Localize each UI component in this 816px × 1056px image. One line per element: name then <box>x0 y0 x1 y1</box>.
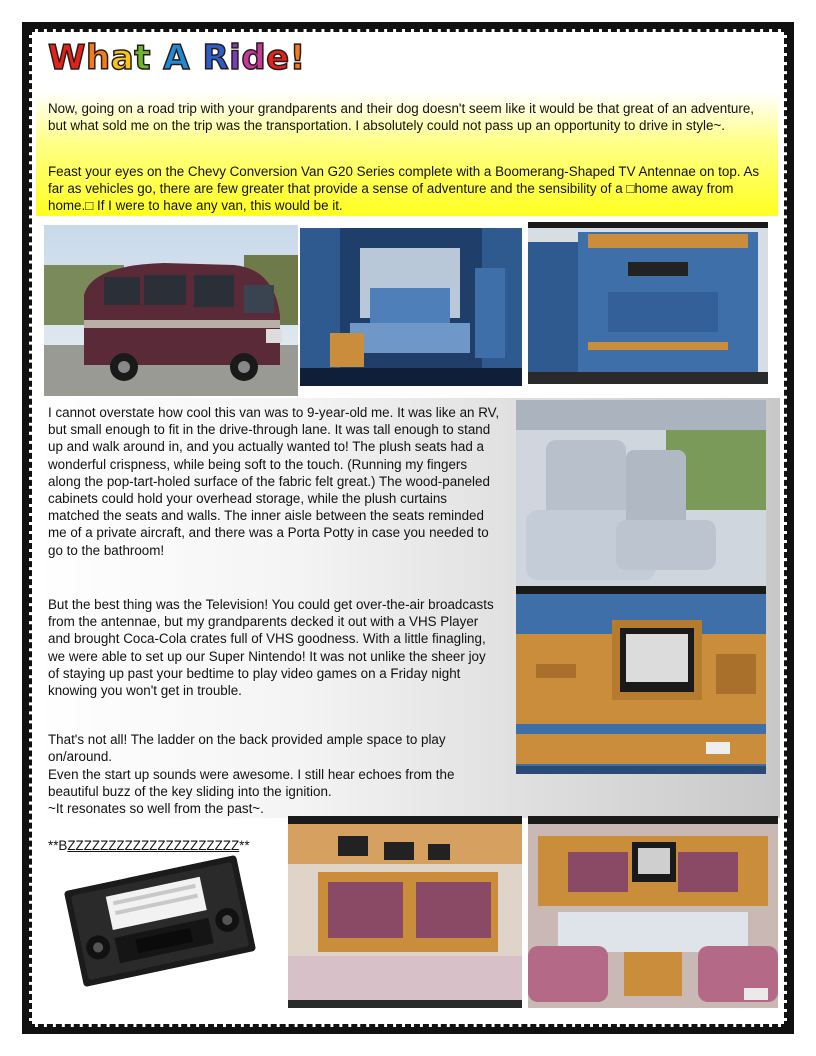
captain-seats-photo <box>516 400 766 594</box>
intro-paragraph-2: Feast your eyes on the Chevy Conversion Van G20 Series complete with a Boomerang-Shaped TV Antennae on top. As far as vehicles go, there are few greater that provide a sense of adventure and the sensibility of a □home away from home.□ If I were to have any van, this would be it. <box>48 164 760 213</box>
van-door-panel-photo <box>528 222 768 384</box>
body-paragraph-1: I cannot overstate how cool this van was to 9-year-old me. It was like an RV, but small enough to fit in the drive-through lane. It was tall enough to stand up and walk around in, and you actually wanted to! The plush seats had a wonderful crispness, while being soft to the touch. (Running my fingers along the pop-tart-holed surface of the fabric felt great.) The wood-paneled cabinets could hold your overhead storage, while the plush curtains matched the seats and walls. The inner aisle between the seats reminded me of a private aircraft, and there was a Porta Potty in case you needed to go to the bathroom! <box>48 405 500 558</box>
title-letter <box>190 38 202 78</box>
title-letter: ! <box>289 38 306 78</box>
buzz-middle: ZZZZZZZZZZZZZZZZZZZZZ <box>67 838 240 853</box>
title-letter: R <box>202 38 230 78</box>
title-letter: W <box>48 38 87 78</box>
overhead-tv-photo <box>516 594 766 774</box>
body-paragraph-3a: That's not all! The ladder on the back provided ample space to play on/around. <box>48 732 446 765</box>
title-letter: e <box>266 38 290 78</box>
title-letter: d <box>241 38 267 78</box>
rear-lounge-tv-photo <box>528 816 778 1008</box>
title-letter: h <box>86 38 111 78</box>
title-letter: A <box>163 38 191 78</box>
page-title <box>48 38 306 78</box>
buzz-suffix: ** <box>239 838 250 853</box>
title-letter <box>151 38 163 78</box>
title-letter: a <box>110 38 135 78</box>
body-paragraph-2: But the best thing was the Television! You could get over-the-air broadcasts from the antennae, but my grandparents decked it out with a VHS Player and brought Coca-Cola crates full of VHS goodness. With a little finagling, we were able to set up our Super Nintendo! It was not unlike the sheer joy of staying up past your bedtime to play video games on a Friday night knowing you won't get in trouble. <box>48 597 494 699</box>
title-letter: t <box>134 38 151 78</box>
van-rear-interior-photo <box>300 228 522 386</box>
van-exterior-photo <box>44 225 298 396</box>
title-letter: i <box>229 38 242 78</box>
body-paragraph-3c: ~It resonates so well from the past~. <box>48 801 264 816</box>
body-paragraph-3b: Even the start up sounds were awesome. I still hear echoes from the beautiful buzz of the key sliding into the ignition. <box>48 767 455 800</box>
intro-paragraph-1: Now, going on a road trip with your grandparents and their dog doesn't seem like it would be that great of an adventure, but what sold me on the trip was the transportation. I absolutely could not pass up an opportunity to drive in style~. <box>48 101 755 133</box>
buzz-prefix: **B <box>48 838 68 853</box>
buzz-line <box>48 837 298 854</box>
wood-cabinets-photo <box>288 816 522 1008</box>
